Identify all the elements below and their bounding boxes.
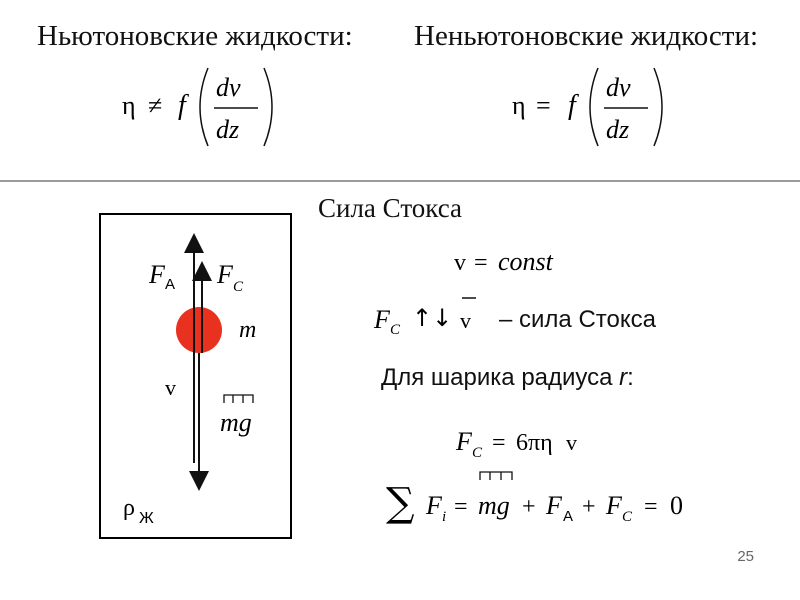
label-m: m xyxy=(239,317,257,343)
heading-newtonian: Ньютоновские жидкости: xyxy=(37,20,353,52)
sum-mg: mg xyxy=(478,491,510,520)
label-rho: ρ xyxy=(123,495,135,521)
formula-sum xyxy=(386,464,706,534)
ball xyxy=(176,307,222,353)
sum-eq2: = xyxy=(644,494,658,520)
force-diagram xyxy=(99,213,292,539)
direction-arrows: ↑↓ xyxy=(412,304,453,332)
stokes-title: Сила Стокса xyxy=(318,193,463,223)
ball-radius-var: r xyxy=(619,364,628,391)
sum-sigma: ∑ xyxy=(386,480,415,526)
vector-mark-mg xyxy=(224,395,253,403)
section-divider xyxy=(0,180,800,182)
sum-plus2: + xyxy=(582,494,596,520)
sum-plus1: + xyxy=(522,494,536,520)
sum-fc: F xyxy=(606,491,622,520)
formula-relation: ≠ xyxy=(148,91,163,120)
label-fa-sub: A xyxy=(165,276,176,293)
ball-radius-line xyxy=(381,364,634,392)
formula-denominator: dz xyxy=(216,115,240,144)
formula-eta: η xyxy=(512,91,526,120)
equals-sign: = xyxy=(474,250,488,276)
sum-fa: F xyxy=(546,491,562,520)
vector-mark-mg xyxy=(480,472,512,480)
formula-direction xyxy=(372,292,492,342)
formula-non-newtonian xyxy=(510,62,670,152)
formula-v-const xyxy=(452,242,582,282)
formula-eta: η xyxy=(122,91,136,120)
formula-numerator: dv xyxy=(216,73,241,102)
label-fc-sub: C xyxy=(233,279,244,295)
label-mg: mg xyxy=(220,408,252,437)
formula-denominator: dz xyxy=(606,115,630,144)
stokes-eq: = xyxy=(492,430,506,456)
label-v: v xyxy=(165,375,176,400)
ball-radius-text: Для шарика радиуса xyxy=(381,364,620,391)
formula-func: f xyxy=(568,90,576,121)
sum-fa-sub: A xyxy=(563,508,574,525)
sum-eq1: = xyxy=(454,494,468,520)
sum-f: F xyxy=(426,491,442,520)
left-paren xyxy=(200,68,208,146)
label-fc: F xyxy=(217,260,233,289)
direction-sub: C xyxy=(390,322,401,338)
formula-relation: = xyxy=(536,91,551,120)
left-paren xyxy=(590,68,598,146)
stokes-v: v xyxy=(566,430,577,455)
right-paren xyxy=(264,68,272,146)
label-rho-sub: Ж xyxy=(139,510,154,527)
heading-non-newtonian: Неньютоновские жидкости: xyxy=(414,20,759,52)
direction-f: F xyxy=(374,305,390,334)
sum-zero: 0 xyxy=(670,491,683,520)
label-fa: F xyxy=(149,260,165,289)
right-paren xyxy=(654,68,662,146)
formula-stokes xyxy=(454,420,594,464)
v-symbol: v xyxy=(454,250,466,276)
sum-fc-sub: C xyxy=(622,509,633,525)
page-number: 25 xyxy=(737,548,754,565)
const-text: const xyxy=(498,247,553,276)
sum-sub-i: i xyxy=(442,509,447,525)
direction-v: v xyxy=(460,308,471,333)
formula-func: f xyxy=(178,90,186,121)
stokes-sub: C xyxy=(472,445,483,461)
stokes-f: F xyxy=(456,427,472,456)
formula-newtonian xyxy=(120,62,280,152)
formula-numerator: dv xyxy=(606,73,631,102)
stokes-force-label: – сила Стокса xyxy=(499,306,656,333)
stokes-rhs: 6πη xyxy=(516,430,553,456)
ball-radius-colon: : xyxy=(627,364,634,391)
